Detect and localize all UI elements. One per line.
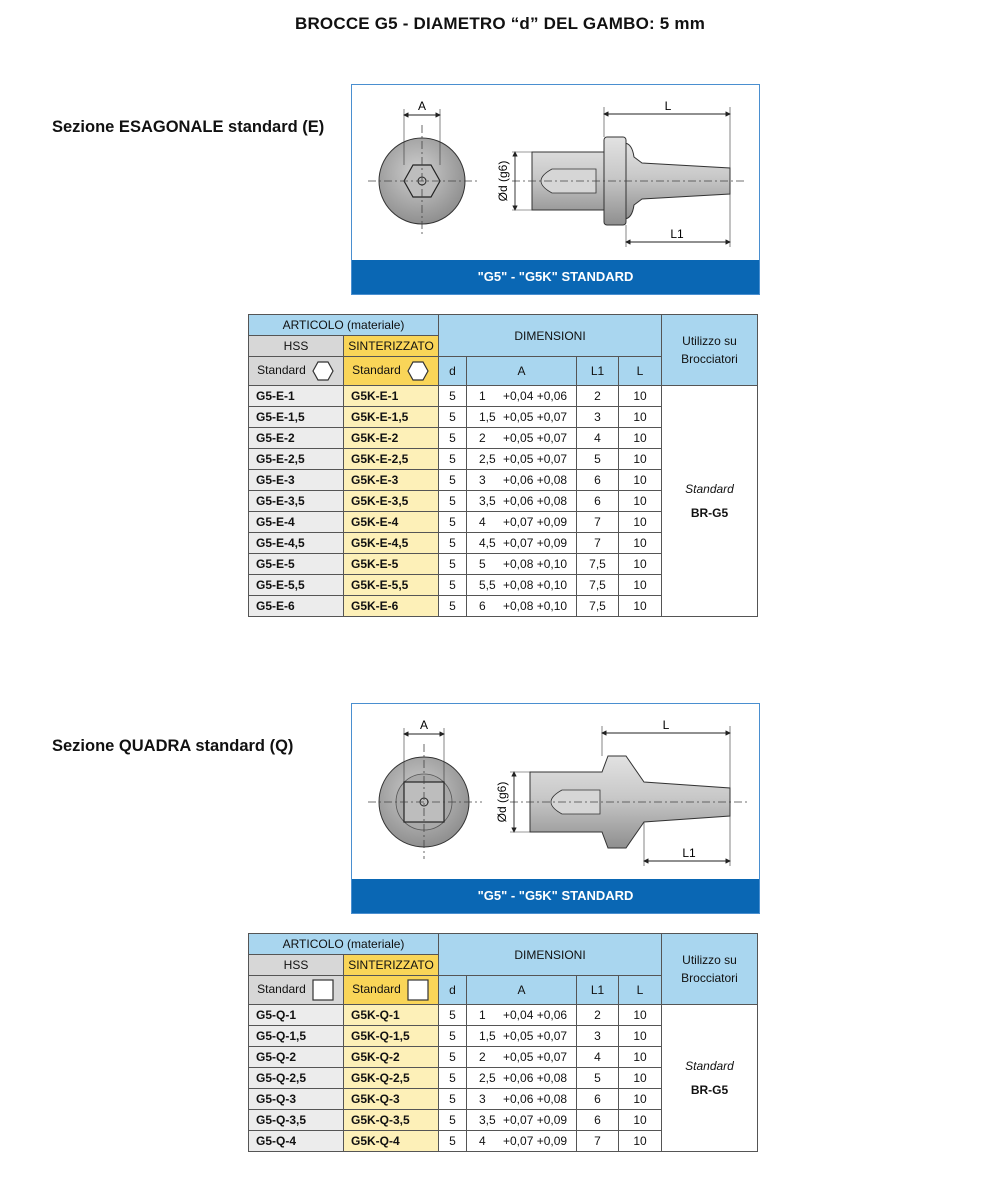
cell-hss-code: G5-E-3 (249, 470, 344, 491)
header-hss-standard: Standard (249, 976, 344, 1005)
hexagon-icon (406, 360, 430, 382)
cell-l: 10 (619, 449, 662, 470)
cell-l1: 4 (577, 1047, 619, 1068)
cell-a-tolerance: +0,04 +0,06 (503, 1008, 568, 1022)
cell-sint-code: G5K-Q-2 (344, 1047, 439, 1068)
cell-l1: 6 (577, 470, 619, 491)
cell-d: 5 (439, 449, 467, 470)
cell-sint-code: G5K-E-1,5 (344, 407, 439, 428)
cell-a (467, 1110, 577, 1131)
cell-l1: 3 (577, 1026, 619, 1047)
label-l-square: L (662, 718, 670, 732)
cell-l1: 7 (577, 512, 619, 533)
header-col-d: d (439, 357, 467, 386)
cell-l: 10 (619, 407, 662, 428)
cell-a (467, 512, 577, 533)
header-hss-standard: Standard (249, 357, 344, 386)
cell-a (467, 1131, 577, 1152)
cell-a (467, 1068, 577, 1089)
drawing-hex (351, 84, 760, 295)
cell-l: 10 (619, 386, 662, 407)
cell-l1: 5 (577, 1068, 619, 1089)
cell-sint-code: G5K-Q-1,5 (344, 1026, 439, 1047)
cell-l1: 7,5 (577, 575, 619, 596)
cell-d: 5 (439, 386, 467, 407)
square-broach-drawing (352, 704, 759, 879)
cell-d: 5 (439, 407, 467, 428)
cell-hss-code: G5-E-4 (249, 512, 344, 533)
cell-a (467, 491, 577, 512)
cell-hss-code: G5-E-1,5 (249, 407, 344, 428)
cell-a-tolerance: +0,08 +0,10 (503, 599, 568, 613)
cell-l: 10 (619, 428, 662, 449)
cell-hss-code: G5-E-1 (249, 386, 344, 407)
cell-hss-code: G5-E-5,5 (249, 575, 344, 596)
cell-a-tolerance: +0,08 +0,10 (503, 557, 568, 571)
cell-sint-code: G5K-E-3 (344, 470, 439, 491)
cell-d: 5 (439, 1089, 467, 1110)
cell-sint-code: G5K-E-6 (344, 596, 439, 617)
hex-broach-drawing (352, 85, 759, 260)
cell-l1: 6 (577, 491, 619, 512)
cell-l1: 7,5 (577, 554, 619, 575)
hexagon-icon (311, 360, 335, 382)
cell-a-tolerance: +0,06 +0,08 (503, 494, 568, 508)
cell-a (467, 407, 577, 428)
cell-l: 10 (619, 596, 662, 617)
cell-a-tolerance: +0,06 +0,08 (503, 1071, 568, 1085)
cell-a-tolerance: +0,07 +0,09 (503, 536, 568, 550)
cell-d: 5 (439, 533, 467, 554)
cell-a-tolerance: +0,04 +0,06 (503, 389, 568, 403)
header-hss: HSS (249, 955, 344, 976)
cell-l: 10 (619, 1005, 662, 1026)
page-title: BROCCE G5 - DIAMETRO “d” DEL GAMBO: 5 mm (294, 14, 706, 33)
cell-l: 10 (619, 512, 662, 533)
header-sint-standard: Standard (344, 976, 439, 1005)
cell-a-value: 1 (479, 389, 486, 403)
square-icon (311, 979, 335, 1001)
cell-hss-code: G5-Q-2 (249, 1047, 344, 1068)
cell-a-tolerance: +0,05 +0,07 (503, 1050, 568, 1064)
cell-sint-code: G5K-E-2 (344, 428, 439, 449)
cell-l: 10 (619, 1089, 662, 1110)
cell-l1: 7,5 (577, 596, 619, 617)
label-l1-square: L1 (682, 846, 696, 860)
header-sinterizzato: SINTERIZZATO (344, 955, 439, 976)
cell-l: 10 (619, 554, 662, 575)
cell-l: 10 (619, 533, 662, 554)
cell-d: 5 (439, 1026, 467, 1047)
cell-hss-code: G5-E-4,5 (249, 533, 344, 554)
cell-a-tolerance: +0,07 +0,09 (503, 1113, 568, 1127)
header-utilizzo: Utilizzo su Brocciatori (662, 315, 758, 386)
cell-sint-code: G5K-E-3,5 (344, 491, 439, 512)
cell-a (467, 1089, 577, 1110)
use-standard-label: Standard (685, 1059, 734, 1073)
cell-a-tolerance: +0,06 +0,08 (503, 473, 568, 487)
cell-l: 10 (619, 1047, 662, 1068)
cell-l: 10 (619, 1026, 662, 1047)
cell-l: 10 (619, 470, 662, 491)
cell-d: 5 (439, 1110, 467, 1131)
cell-d: 5 (439, 428, 467, 449)
cell-a-value: 5 (479, 557, 486, 571)
use-standard-label: Standard (685, 482, 734, 496)
cell-hss-code: G5-E-6 (249, 596, 344, 617)
cell-sint-code: G5K-Q-1 (344, 1005, 439, 1026)
cell-hss-code: G5-Q-1,5 (249, 1026, 344, 1047)
cell-a-tolerance: +0,05 +0,07 (503, 410, 568, 424)
header-articolo: ARTICOLO (materiale) (249, 315, 439, 336)
cell-a-value: 1,5 (479, 1029, 496, 1043)
cell-hss-code: G5-Q-2,5 (249, 1068, 344, 1089)
cell-utilizzo (662, 386, 758, 617)
cell-a-value: 2 (479, 1050, 486, 1064)
cell-sint-code: G5K-E-4 (344, 512, 439, 533)
cell-l: 10 (619, 1110, 662, 1131)
cell-hss-code: G5-E-3,5 (249, 491, 344, 512)
cell-a (467, 533, 577, 554)
cell-a (467, 596, 577, 617)
cell-a-tolerance: +0,07 +0,09 (503, 515, 568, 529)
cell-a-value: 4,5 (479, 536, 496, 550)
cell-d: 5 (439, 596, 467, 617)
cell-a-tolerance: +0,06 +0,08 (503, 1092, 568, 1106)
cell-l1: 3 (577, 407, 619, 428)
cell-a-value: 1,5 (479, 410, 496, 424)
cell-sint-code: G5K-E-1 (344, 386, 439, 407)
cell-l: 10 (619, 1068, 662, 1089)
cell-a-value: 2,5 (479, 1071, 496, 1085)
cell-a (467, 554, 577, 575)
cell-l1: 2 (577, 386, 619, 407)
cell-hss-code: G5-E-2,5 (249, 449, 344, 470)
cell-utilizzo (662, 1005, 758, 1152)
cell-sint-code: G5K-Q-3,5 (344, 1110, 439, 1131)
cell-sint-code: G5K-Q-3 (344, 1089, 439, 1110)
cell-sint-code: G5K-E-5,5 (344, 575, 439, 596)
cell-a-value: 5,5 (479, 578, 496, 592)
drawing-square (351, 703, 760, 914)
cell-a-value: 3 (479, 473, 486, 487)
use-broacher-code: BR-G5 (690, 506, 729, 520)
cell-a-value: 1 (479, 1008, 486, 1022)
section-title-square: Sezione QUADRA standard (Q) (52, 737, 294, 755)
cell-a (467, 449, 577, 470)
cell-sint-code: G5K-Q-2,5 (344, 1068, 439, 1089)
cell-a-value: 3 (479, 1092, 486, 1106)
cell-a-value: 4 (479, 1134, 486, 1148)
drawing-band-hex: "G5" - "G5K" STANDARD (352, 260, 759, 294)
cell-sint-code: G5K-E-4,5 (344, 533, 439, 554)
cell-hss-code: G5-E-2 (249, 428, 344, 449)
header-col-l1: L1 (577, 357, 619, 386)
header-sint-standard: Standard (344, 357, 439, 386)
spec-table-hex (248, 314, 758, 617)
cell-a-tolerance: +0,07 +0,09 (503, 1134, 568, 1148)
header-col-l: L (619, 357, 662, 386)
header-sinterizzato: SINTERIZZATO (344, 336, 439, 357)
cell-l: 10 (619, 1131, 662, 1152)
header-col-a: A (467, 357, 577, 386)
header-utilizzo: Utilizzo su Brocciatori (662, 934, 758, 1005)
cell-a-tolerance: +0,05 +0,07 (503, 1029, 568, 1043)
cell-d: 5 (439, 554, 467, 575)
cell-a (467, 470, 577, 491)
header-col-d: d (439, 976, 467, 1005)
cell-a-value: 2 (479, 431, 486, 445)
header-hss: HSS (249, 336, 344, 357)
cell-a-value: 6 (479, 599, 486, 613)
cell-a (467, 386, 577, 407)
label-a-square: A (419, 718, 429, 732)
cell-d: 5 (439, 1068, 467, 1089)
cell-d: 5 (439, 1047, 467, 1068)
square-icon (406, 979, 430, 1001)
cell-l1: 7 (577, 1131, 619, 1152)
cell-a (467, 428, 577, 449)
cell-d: 5 (439, 1005, 467, 1026)
cell-l1: 7 (577, 533, 619, 554)
header-col-l1: L1 (577, 976, 619, 1005)
cell-a (467, 1005, 577, 1026)
cell-sint-code: G5K-E-2,5 (344, 449, 439, 470)
cell-sint-code: G5K-E-5 (344, 554, 439, 575)
cell-l1: 6 (577, 1110, 619, 1131)
header-articolo: ARTICOLO (materiale) (249, 934, 439, 955)
cell-hss-code: G5-Q-3,5 (249, 1110, 344, 1131)
header-col-l: L (619, 976, 662, 1005)
cell-a (467, 1047, 577, 1068)
cell-a-tolerance: +0,05 +0,07 (503, 431, 568, 445)
header-dimensioni: DIMENSIONI (439, 315, 662, 357)
cell-d: 5 (439, 512, 467, 533)
cell-a-value: 2,5 (479, 452, 496, 466)
cell-a-tolerance: +0,08 +0,10 (503, 578, 568, 592)
cell-l1: 2 (577, 1005, 619, 1026)
cell-hss-code: G5-Q-3 (249, 1089, 344, 1110)
cell-sint-code: G5K-Q-4 (344, 1131, 439, 1152)
use-broacher-code: BR-G5 (690, 1083, 729, 1097)
cell-a-tolerance: +0,05 +0,07 (503, 452, 568, 466)
header-dimensioni: DIMENSIONI (439, 934, 662, 976)
cell-l1: 6 (577, 1089, 619, 1110)
cell-d: 5 (439, 470, 467, 491)
label-d-square: Ød (g6) (495, 781, 509, 823)
cell-a-value: 3,5 (479, 1113, 496, 1127)
cell-l1: 5 (577, 449, 619, 470)
cell-d: 5 (439, 491, 467, 512)
table-row (249, 1005, 758, 1026)
cell-hss-code: G5-E-5 (249, 554, 344, 575)
cell-d: 5 (439, 575, 467, 596)
cell-l1: 4 (577, 428, 619, 449)
cell-hss-code: G5-Q-4 (249, 1131, 344, 1152)
label-a-hex: A (417, 99, 427, 113)
cell-a-value: 4 (479, 515, 486, 529)
cell-a (467, 1026, 577, 1047)
cell-l: 10 (619, 575, 662, 596)
spec-table-square (248, 933, 758, 1152)
label-l-hex: L (664, 99, 672, 113)
cell-l: 10 (619, 491, 662, 512)
cell-a (467, 575, 577, 596)
cell-hss-code: G5-Q-1 (249, 1005, 344, 1026)
header-col-a: A (467, 976, 577, 1005)
cell-d: 5 (439, 1131, 467, 1152)
label-l1-hex: L1 (670, 227, 684, 241)
cell-a-value: 3,5 (479, 494, 496, 508)
section-title-hex: Sezione ESAGONALE standard (E) (52, 118, 325, 136)
table-row (249, 386, 758, 407)
drawing-band-square: "G5" - "G5K" STANDARD (352, 879, 759, 913)
label-d-hex: Ød (g6) (496, 160, 510, 202)
